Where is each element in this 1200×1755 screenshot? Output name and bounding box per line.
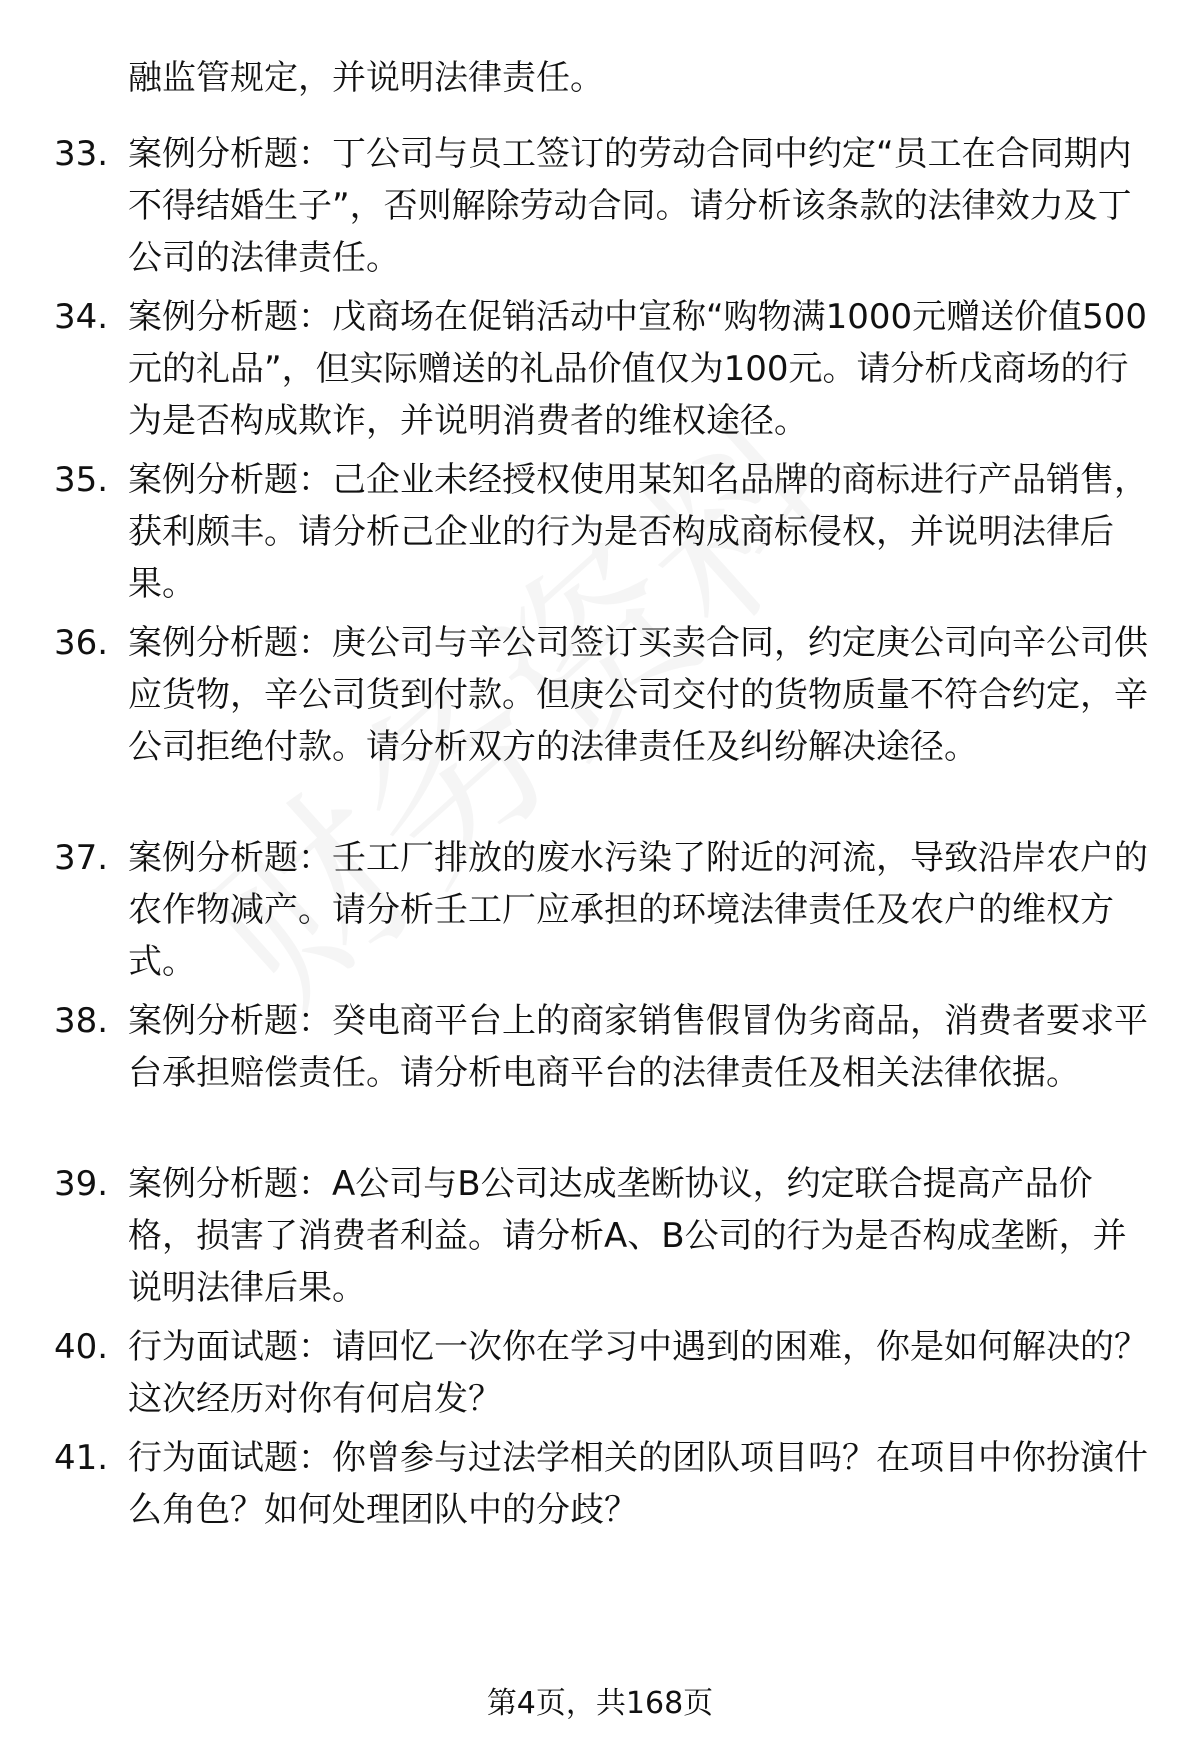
question-text: 案例分析题：壬工厂排放的废水污染了附近的河流，导致沿岸农户的农作物减产。请分析壬工厂应承担的环境法律责任及农户的维权方式。 [128,838,1148,982]
question-number: 40. [54,1327,109,1367]
question-item-36 [54,617,1154,773]
question-item-38 [54,995,1154,1099]
question-number: 38. [54,1001,109,1041]
question-text: 案例分析题：戊商场在促销活动中宣称“购物满1000元赠送价值500元的礼品”，但实际赠送的礼品价值仅为100元。请分析戊商场的行为是否构成欺诈，并说明消费者的维权途径。 [128,297,1148,441]
question-text: 行为面试题：请回忆一次你在学习中遇到的困难，你是如何解决的？这次经历对你有何启发？ [128,1327,1148,1419]
continued-paragraph: 融监管规定，并说明法律责任。 [128,58,604,98]
question-number: 41. [54,1438,109,1478]
question-item-34 [54,291,1154,447]
page-footer: 第4页，共168页 [486,1686,714,1721]
question-number: 35. [54,460,109,500]
question-text: 案例分析题：己企业未经授权使用某知名品牌的商标进行产品销售，获利颇丰。请分析己企业的行为是否构成商标侵权，并说明法律后果。 [128,460,1148,604]
question-item-35 [54,454,1154,610]
question-text: 案例分析题：丁公司与员工签订的劳动合同中约定“员工在合同期内不得结婚生子”，否则解除劳动合同。请分析该条款的法律效力及丁公司的法律责任。 [128,134,1132,278]
question-item-33 [54,128,1154,284]
question-number: 36. [54,623,109,663]
question-text: 案例分析题：A公司与B公司达成垄断协议，约定联合提高产品价格，损害了消费者利益。请分析A、B公司的行为是否构成垄断，并说明法律后果。 [128,1164,1127,1308]
question-item-41 [54,1432,1154,1536]
question-text: 案例分析题：庚公司与辛公司签订买卖合同，约定庚公司向辛公司供应货物，辛公司货到付款。但庚公司交付的货物质量不符合约定，辛公司拒绝付款。请分析双方的法律责任及纠纷解决途径。 [128,623,1148,767]
question-number: 34. [54,297,109,337]
question-item-39 [54,1158,1154,1314]
question-number: 37. [54,838,109,878]
question-text: 行为面试题：你曾参与过法学相关的团队项目吗？在项目中你扮演什么角色？如何处理团队中的分歧？ [128,1438,1148,1530]
question-number: 33. [54,134,109,174]
question-text: 案例分析题：癸电商平台上的商家销售假冒伪劣商品，消费者要求平台承担赔偿责任。请分析电商平台的法律责任及相关法律依据。 [128,1001,1148,1093]
question-number: 39. [54,1164,109,1204]
question-item-37 [54,832,1154,988]
question-item-40 [54,1321,1154,1425]
